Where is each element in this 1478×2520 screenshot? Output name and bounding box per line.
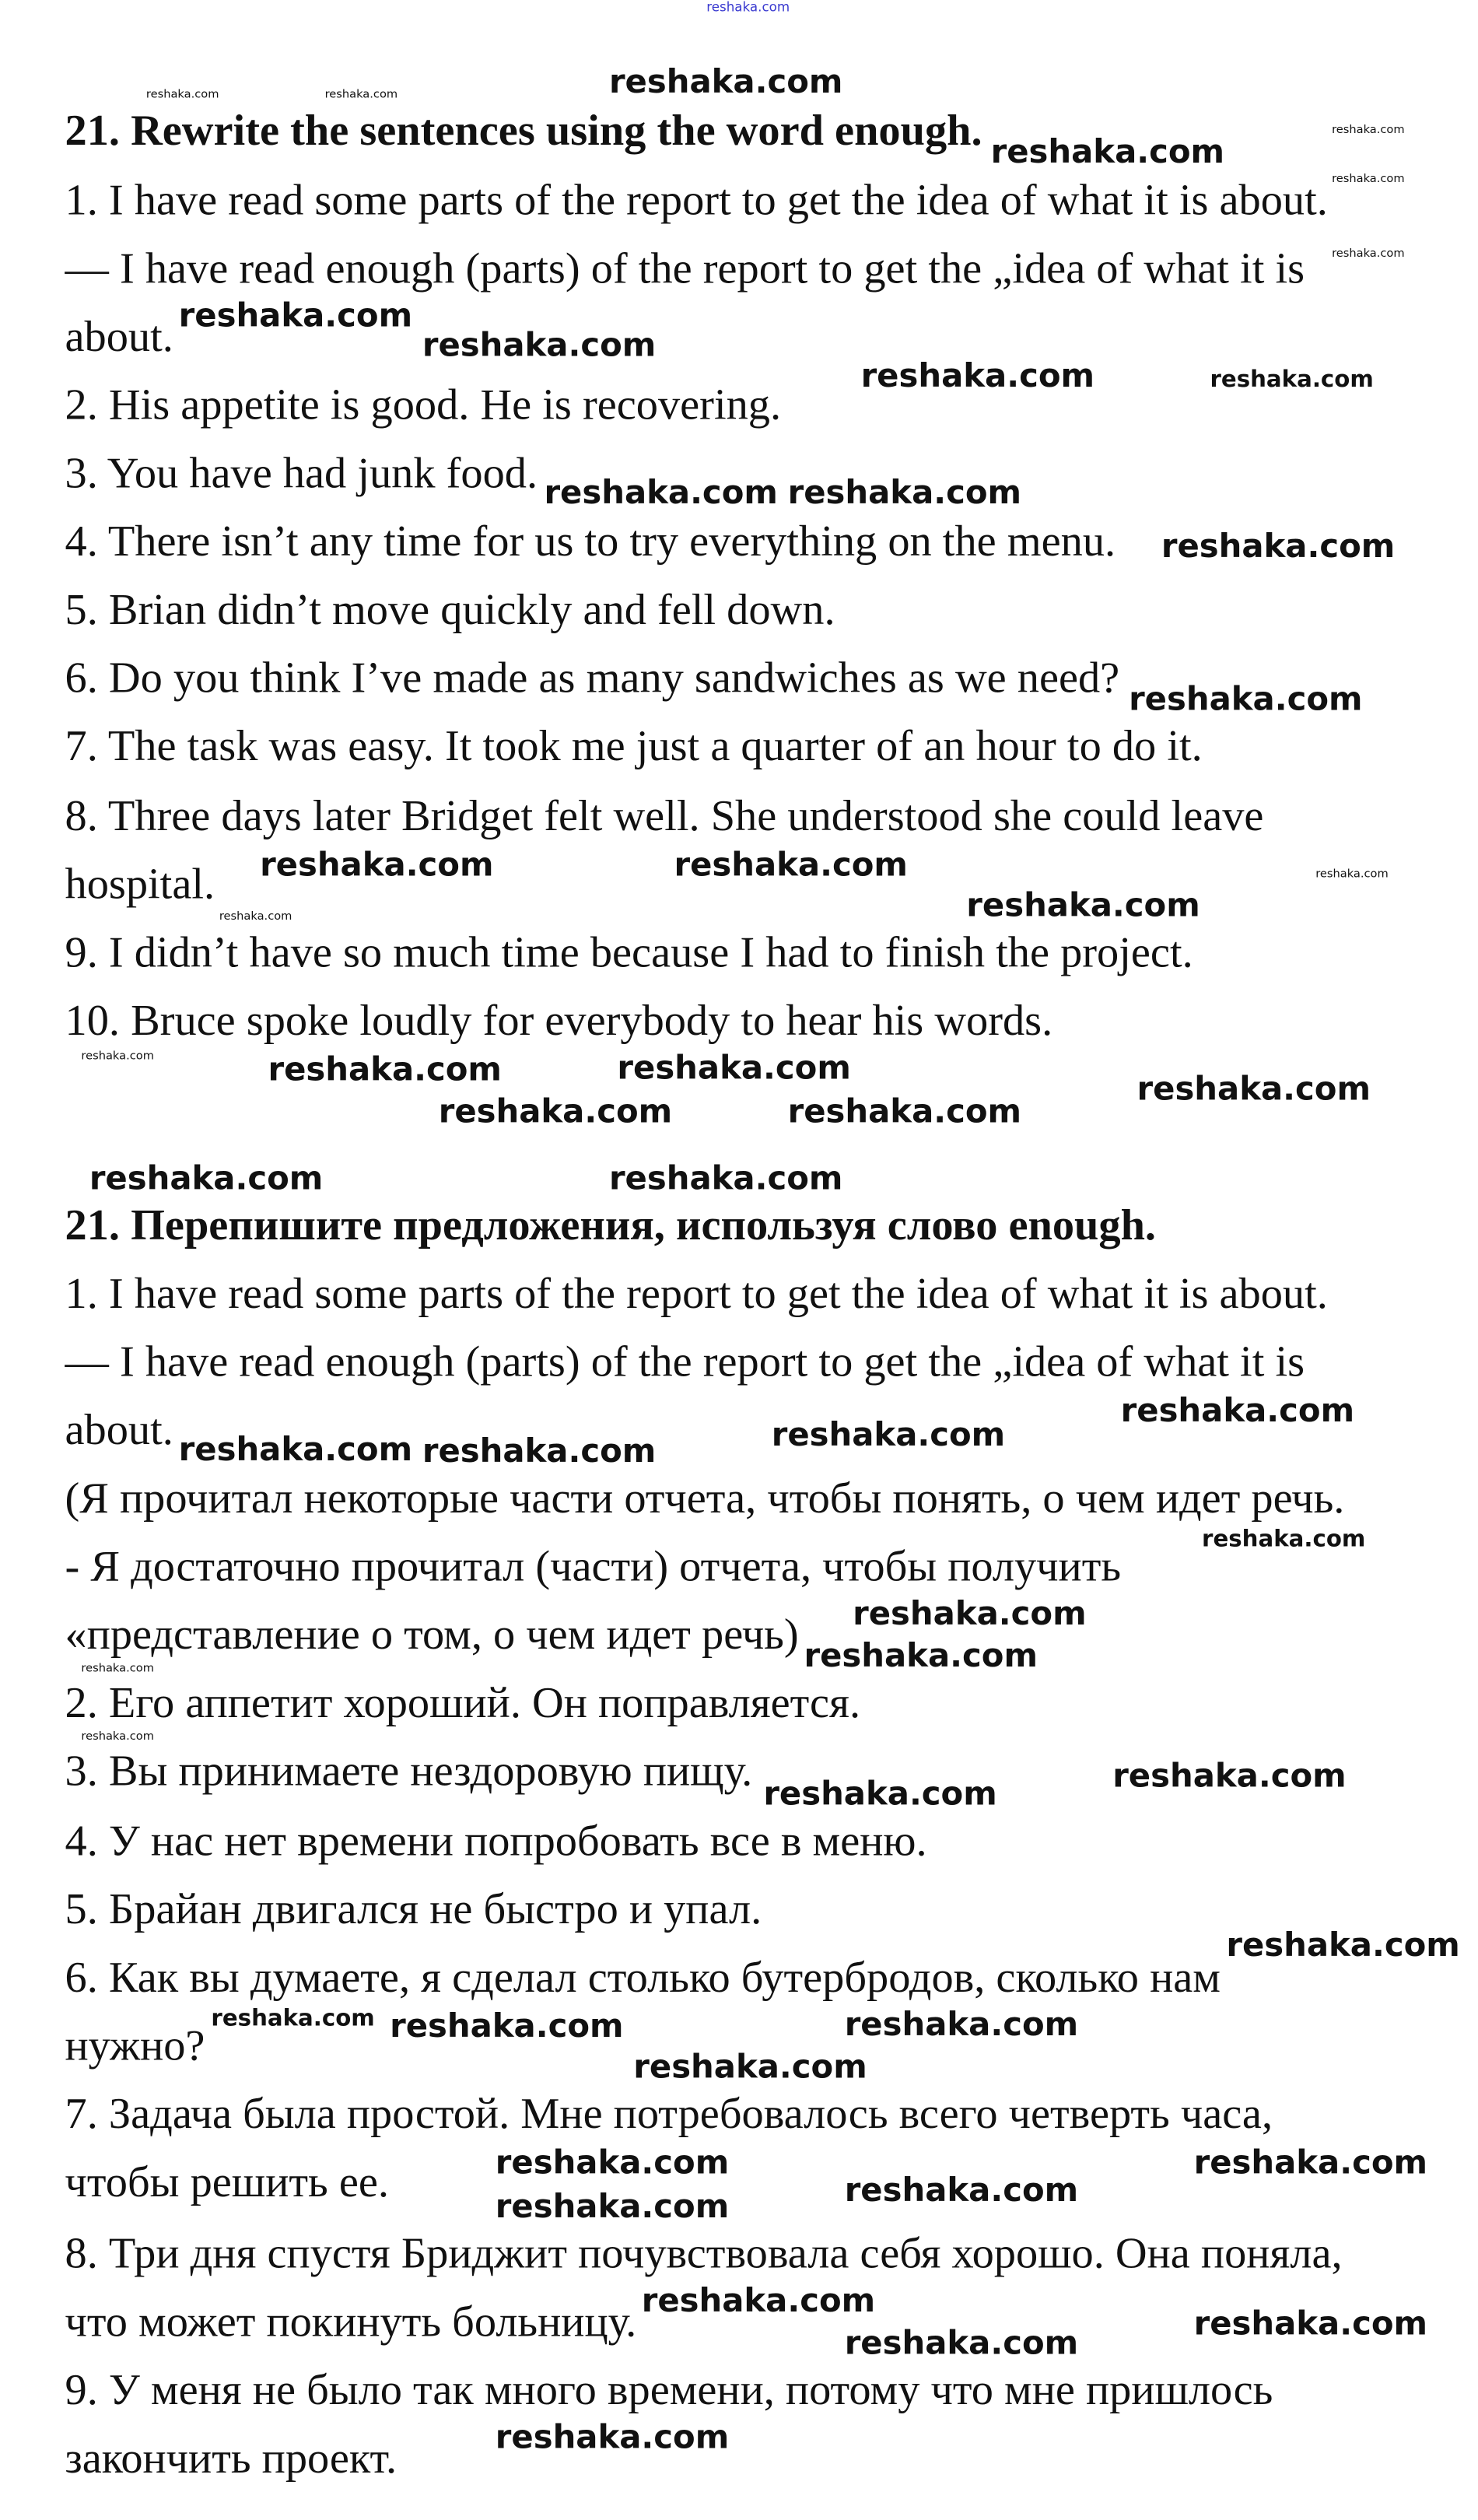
watermark: reshaka.com [674, 844, 908, 884]
sentence-line: - Я достаточно прочитал (части) отчета, чтобы получить [65, 1541, 1122, 1591]
watermark: reshaka.com [608, 1158, 843, 1197]
watermark: reshaka.com [145, 87, 219, 101]
sentence-line: чтобы решить ее. [65, 2157, 389, 2206]
watermark: reshaka.com [1137, 1068, 1371, 1108]
watermark: reshaka.com [495, 2417, 730, 2456]
sentence-line: 4. There isn’t any time for us to try everything on the menu. [65, 516, 1116, 566]
sentence-line: (Я прочитал некоторые части отчета, чтобы понять, о чем идет речь. [65, 1473, 1345, 1523]
watermark: reshaka.com [81, 1661, 154, 1675]
sentence-line: 1. I have read some parts of the report to get the idea of what it is about. [65, 175, 1328, 225]
sentence-line: 8. Три дня спустя Бриджит почувствовала себя хорошо. Она поняла, [65, 2228, 1343, 2278]
watermark: reshaka.com [641, 2280, 876, 2320]
sentence-line: 2. His appetite is good. He is recovering. [65, 380, 782, 429]
watermark: reshaka.com [1202, 1526, 1366, 1554]
watermark: reshaka.com [495, 2142, 730, 2182]
watermark: reshaka.com [1193, 2142, 1428, 2182]
watermark: reshaka.com [495, 2186, 730, 2226]
watermark: reshaka.com [1120, 1390, 1355, 1430]
sentence-line: 9. I didn’t have so much time because I had to finish the project. [65, 927, 1193, 976]
watermark: reshaka.com [844, 2322, 1079, 2362]
watermark: reshaka.com [787, 472, 1022, 512]
watermark: reshaka.com [211, 2006, 375, 2032]
watermark: reshaka.com [763, 1773, 997, 1814]
watermark: reshaka.com [1332, 172, 1405, 186]
sentence-line: 6. Как вы думаете, я сделал столько бутербродов, сколько нам [65, 1952, 1221, 2002]
watermark: reshaka.com [633, 2046, 867, 2086]
watermark: reshaka.com [422, 324, 657, 364]
sentence-line: about. [65, 1405, 173, 1454]
watermark: reshaka.com [844, 2004, 1079, 2044]
watermark: reshaka.com [178, 1429, 413, 1469]
sentence-line: about. [65, 311, 173, 361]
watermark: reshaka.com [260, 844, 494, 884]
watermark: reshaka.com [1315, 867, 1389, 881]
sentence-line: 9. У меня не было так много времени, потому что мне пришлось [65, 2364, 1273, 2414]
watermark: reshaka.com [771, 1414, 1006, 1454]
watermark: reshaka.com [966, 885, 1200, 925]
sentence-line: 5. Brian didn’t move quickly and fell down. [65, 584, 835, 634]
watermark: reshaka.com [268, 1049, 502, 1088]
sentence-line: 3. You have had junk food. [65, 448, 538, 497]
sentence-line: 7. The task was easy. It took me just a quarter of an hour to do it. [65, 721, 1203, 770]
sentence-line: — I have read enough (parts) of the report to get the „idea of what it is [65, 1337, 1305, 1386]
watermark: reshaka.com [608, 61, 843, 101]
watermark: reshaka.com [219, 910, 292, 923]
sentence-line: 2. Его аппетит хороший. Он поправляется. [65, 1677, 861, 1727]
sentence-line: 4. У нас нет времени попробовать все в меню. [65, 1816, 927, 1865]
watermark: reshaka.com [422, 1431, 657, 1470]
watermark: reshaka.com [89, 1158, 324, 1197]
watermark: reshaka.com [1112, 1756, 1347, 1796]
watermark: reshaka.com [390, 2006, 624, 2045]
english-title: 21. Rewrite the sentences using the word enough. [65, 105, 982, 155]
sentence-line: 5. Брайан двигался не быстро и упал. [65, 1884, 762, 1933]
watermark: reshaka.com [617, 1047, 851, 1087]
watermark: reshaka.com [178, 295, 413, 335]
watermark: reshaka.com [844, 2170, 1079, 2210]
sentence-line: 6. Do you think I’ve made as many sandwiches as we need? [65, 653, 1120, 702]
watermark: reshaka.com [1332, 123, 1405, 137]
sentence-line: 3. Вы принимаете нездоровую пищу. [65, 1746, 753, 1796]
watermark: reshaka.com [1332, 247, 1405, 261]
watermark: reshaka.com [81, 1730, 154, 1744]
sentence-line: 1. I have read some parts of the report to get the idea of what it is about. [65, 1268, 1328, 1318]
sentence-line: нужно? [65, 2021, 205, 2070]
watermark: reshaka.com [1129, 678, 1363, 718]
watermark: reshaka.com [81, 1049, 154, 1063]
watermark: reshaka.com [787, 1092, 1022, 1131]
sentence-line: 7. Задача была простой. Мне потребовалось всего четверть часа, [65, 2089, 1273, 2138]
watermark: reshaka.com [1161, 526, 1396, 566]
watermark: reshaka.com [706, 0, 790, 15]
watermark: reshaka.com [1210, 366, 1374, 394]
sentence-line: что может покинуть больницу. [65, 2297, 637, 2346]
watermark: reshaka.com [853, 1593, 1087, 1633]
watermark: reshaka.com [544, 472, 778, 512]
sentence-line: закончить проект. [65, 2433, 398, 2483]
sentence-line: hospital. [65, 859, 215, 909]
watermark: reshaka.com [1226, 1925, 1460, 1964]
watermark: reshaka.com [804, 1635, 1038, 1675]
russian-title: 21. Перепишите предложения, используя слово enough. [65, 1200, 1157, 1249]
sentence-line: 10. Bruce spoke loudly for everybody to hear his words. [65, 995, 1053, 1045]
watermark: reshaka.com [438, 1092, 673, 1131]
sentence-line: 8. Three days later Bridget felt well. She understood she could leave [65, 790, 1264, 840]
watermark: reshaka.com [860, 356, 1095, 395]
sentence-line: «представление о том, о чем идет речь) [65, 1610, 799, 1659]
watermark: reshaka.com [324, 87, 398, 101]
watermark: reshaka.com [1193, 2303, 1428, 2343]
watermark: reshaka.com [990, 131, 1225, 171]
sentence-line: — I have read enough (parts) of the report to get the „idea of what it is [65, 244, 1305, 293]
